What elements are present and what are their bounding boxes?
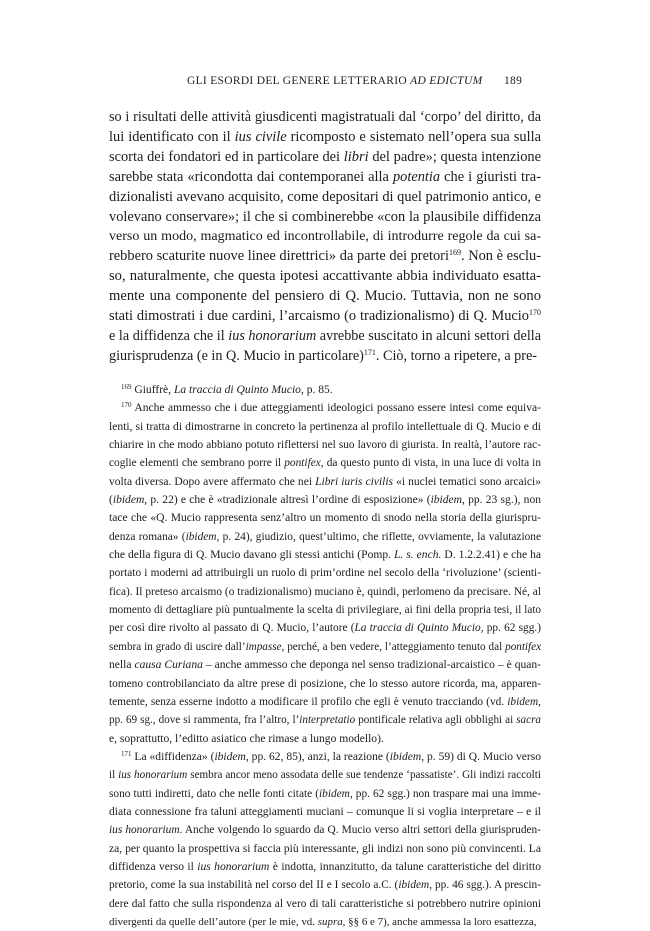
- text-run: , pp. 62 sgg.): [480, 622, 541, 635]
- text-run: , p. 59) di Q. Mucio verso: [421, 750, 542, 763]
- text-line: [109, 876, 541, 894]
- text-run: tace che «Q. Mucio rappresenta senz’altro un momento di snodo nella storia della giurispru-: [109, 512, 541, 525]
- text-line: [109, 188, 541, 208]
- text-run: e, soprattutto, l’editto asiatico che rimase a lungo modello).: [109, 732, 384, 745]
- italic-text: ibidem: [319, 787, 350, 800]
- note-ref: 170: [121, 401, 132, 410]
- text-line: [109, 840, 541, 858]
- text-run: za, per quanto la prospettiva si faccia più interessante, gli indizi non sono più convincenti. La: [109, 842, 541, 855]
- text-run: , p. 24), giudizio, quest’ultimo, che riflette, ovviamente, la valutazione: [216, 530, 541, 543]
- main-text: [109, 108, 541, 367]
- text-run: volevano conservare»; il che si combinerebbe «con la plausibile diffidenza: [109, 208, 541, 225]
- text-run: sono tutti indiretti, dato che nelle fonti citate (: [109, 787, 319, 800]
- text-run: pretorio, come la sua instabilità nel corso del II e I secolo a.C. (: [109, 879, 399, 892]
- text-run: , §§ 6 e 7), anche ammessa la loro esattezza,: [342, 915, 537, 928]
- text-line: [109, 895, 541, 913]
- text-run: momento di dettagliare più puntualmente la scelta di privilegiare, ai fini della propria tesi, il lato: [109, 604, 541, 617]
- text-run: nella: [109, 659, 135, 672]
- text-line: [109, 287, 541, 307]
- text-run: che i giuristi tra-: [440, 168, 541, 185]
- text-line: [109, 711, 541, 729]
- text-line: [109, 473, 541, 491]
- text-run: ricomposto e sistemato nell’opera sua sulla: [286, 128, 541, 145]
- text-run: sembra in grado di uscire dall’: [109, 640, 246, 653]
- text-run: «i nuclei tematici sono arcaici»: [393, 475, 541, 488]
- text-run: diffidenza verso il: [109, 860, 198, 873]
- text-run: , p. 85.: [300, 384, 333, 396]
- text-line: [109, 913, 541, 931]
- italic-text: libri: [343, 148, 369, 165]
- italic-text: ius honorarium: [109, 824, 180, 837]
- italic-text: ibidem: [214, 750, 246, 763]
- text-line: [109, 858, 541, 876]
- text-run: avrebbe suscitato in alcuni settori della: [316, 327, 541, 344]
- text-run: che della figura di Q. Mucio davano gli stessi antichi (Pomp.: [109, 549, 394, 562]
- italic-text: ius civile: [234, 128, 287, 145]
- text-run: diata connessione fra taluni atteggiamenti muciani – comunque li si voglia interpretare – e il: [109, 805, 541, 818]
- text-line: [109, 108, 541, 128]
- italic-text: supra: [317, 915, 343, 928]
- text-line: [109, 564, 541, 582]
- text-line: [109, 418, 541, 436]
- italic-text: ibidem: [507, 695, 539, 708]
- text-run: rebbero scaturite nuove linee direttrici» da parte dei pretori: [109, 248, 449, 265]
- italic-text: causa Curiana: [134, 659, 203, 672]
- text-line: [109, 267, 541, 287]
- italic-text: impasse: [245, 640, 282, 653]
- text-run: scorta dei fondatori ed in particolare dei: [109, 148, 344, 165]
- text-run: è indotta, innanzitutto, da talune caratteristiche del diritto: [269, 860, 541, 873]
- text-run: , da questo punto di vista, in una luce di volta in: [320, 457, 542, 470]
- italic-text: La traccia di Quinto Mucio: [173, 384, 301, 396]
- text-run: so i risultati delle attività giusdicenti magistratuali dal ‘corpo’ del diritto, da: [109, 109, 541, 125]
- text-line: [109, 399, 541, 417]
- italic-text: interpretatio: [299, 714, 356, 727]
- running-head-title: GLI ESORDI DEL GENERE LETTERARIO AD EDICTUM: [187, 75, 483, 87]
- text-line: [109, 347, 541, 367]
- note-ref: 169: [121, 383, 132, 391]
- text-line: [109, 601, 541, 619]
- text-line: [109, 730, 541, 748]
- italic-text: sacra: [516, 714, 541, 727]
- text-run: divergenti da quelle dell’autore (per le mie, vd.: [109, 915, 318, 928]
- text-line: [109, 583, 541, 601]
- text-run: . Ciò, torno a ripetere, a pre-: [375, 347, 538, 364]
- italic-text: ibidem: [430, 494, 462, 507]
- italic-text: ius honorarium: [228, 327, 317, 344]
- running-head: [0, 75, 650, 91]
- italic-text: ius honorarium: [197, 860, 270, 873]
- text-run: La «diffidenza» (: [131, 750, 215, 763]
- text-run: , perché, a ben vedere, l’atteggiamento tenuto dal: [281, 640, 506, 653]
- text-run: tomeno controbilanciato da altre prese di posizione, che lo stesso autore ricorda, ma, apparen-: [109, 677, 541, 690]
- text-run: – anche ammesso che deponga nel senso tradizional-arcaistico – è quan-: [202, 659, 541, 672]
- italic-text: ius honorarium: [118, 769, 188, 782]
- text-line: [109, 675, 541, 693]
- text-run: ,: [538, 695, 541, 708]
- text-line: [109, 748, 541, 766]
- text-line: [109, 546, 541, 564]
- text-run: Anche ammesso che i due atteggiamenti ideologici possano essere intesi come equiva-: [131, 402, 541, 415]
- text-run: so, naturalmente, che questa ipotesi accattivante abbia individuato esatta-: [109, 268, 541, 285]
- text-run: e la diffidenza che il: [109, 327, 229, 344]
- footnotes: [109, 381, 541, 931]
- italic-text: potentia: [392, 168, 441, 185]
- text-run: lenti, si tratta di dimostrarne in concreto la pertinenza al profilo intellettuale di Q. Mucio e di: [109, 420, 541, 433]
- text-line: [109, 436, 541, 454]
- text-run: sembra ancor meno assodata delle sue tendenze ‘passatiste’. Gli indizi raccolti: [187, 769, 541, 782]
- note-ref: 169: [448, 248, 461, 258]
- text-line: [109, 148, 541, 168]
- italic-text: Libri iuris civilis: [315, 475, 394, 488]
- text-run: Giuffrè,: [131, 384, 174, 396]
- text-run: D. 1.2.2.41) e che ha: [441, 549, 541, 562]
- text-run: . Anche volgendo lo sguardo da Q. Mucio verso altri settori della giurispruden-: [179, 824, 541, 837]
- text-run: giurisprudenza (e in Q. Mucio in particolare): [109, 347, 364, 364]
- text-run: , pp. 46 sgg.). A prescin-: [429, 879, 541, 892]
- text-run: chiarire in che modo abbiano potuto riflettersi nel suo lavoro di giurista. In realtà, l’autore rac-: [109, 439, 541, 452]
- italic-text: ibidem: [398, 879, 430, 892]
- text-line: [109, 307, 541, 327]
- italic-text: La traccia di Quinto Mucio: [354, 622, 481, 635]
- text-line: [109, 509, 541, 527]
- text-run: , p. 22) e che è «tradizionale altresì l’ordine di esposizione» (: [144, 494, 431, 507]
- text-line: [109, 247, 541, 267]
- text-run: coglie elementi che sembrano porre il: [109, 457, 285, 470]
- text-line: [109, 656, 541, 674]
- text-run: lui identificato con il: [109, 128, 235, 145]
- text-line: [109, 227, 541, 247]
- text-run: dizionalisti avevano acquisito, come depositari di quel patrimonio antico, e: [109, 188, 542, 205]
- text-run: dere dal fatto che sulla rispondenza al vero di tali caratteristiche si potrebbero nutrire opinioni: [109, 897, 541, 910]
- text-line: [109, 208, 541, 228]
- text-run: pp. 69 sg., dove si rammenta, fra l’altro, l’: [109, 714, 300, 727]
- text-line: [109, 327, 541, 347]
- text-run: sarebbe stata «ricondotta dai contemporanei alla: [109, 168, 393, 185]
- italic-text: pontifex: [505, 640, 542, 653]
- text-run: , pp. 62 sgg.) non traspare mai una imme-: [349, 787, 541, 800]
- text-run: , pp. 62, 85), anzi, la reazione (: [245, 750, 390, 763]
- text-line: [109, 454, 541, 472]
- italic-text: L. s. ench.: [394, 549, 442, 562]
- italic-text: ibidem: [185, 530, 217, 543]
- text-run: , pp. 23 sg.), non: [462, 494, 541, 507]
- text-run: (: [109, 494, 113, 507]
- text-line: [109, 693, 541, 711]
- text-line: [109, 766, 541, 784]
- text-line: [109, 785, 541, 803]
- text-line: [109, 528, 541, 546]
- text-line: [109, 821, 541, 839]
- text-run: il: [109, 769, 119, 782]
- text-run: . Non è esclu-: [460, 248, 541, 265]
- italic-text: pontifex: [284, 457, 321, 470]
- text-run: per così dire rivolto al passato di Q. Mucio, l’autore (: [109, 622, 355, 635]
- italic-text: ibidem: [112, 494, 145, 507]
- note-ref: 170: [529, 308, 541, 318]
- text-line: [109, 128, 541, 148]
- text-run: volta diversa. Dopo avere affermato che nei: [109, 475, 316, 488]
- text-line: [109, 168, 541, 188]
- text-run: portato i moderni ad attribuirgli un ruolo di prim’ordine nel secolo della ‘rivoluzione’ (scienti-: [109, 567, 541, 580]
- note-ref: 171: [121, 749, 132, 758]
- text-line: [109, 491, 541, 509]
- page-number: 189: [504, 75, 523, 87]
- text-line: [109, 381, 541, 399]
- text-run: temente, senza esserne indotto a modificare il profilo che egli è venuto tracciando (vd.: [109, 695, 508, 708]
- text-run: mente una componente del pensiero di Q. Mucio. Tuttavia, non ne sono: [109, 288, 541, 305]
- text-run: denza romana» (: [109, 530, 186, 543]
- text-line: [109, 619, 541, 637]
- text-line: [109, 803, 541, 821]
- text-line: [109, 638, 541, 656]
- note-ref: 171: [363, 347, 376, 357]
- text-run: stati dimostrati i due cardini, l’arcaismo (o tradizionalismo) di Q. Mucio: [109, 308, 529, 325]
- text-run: pontificale relativa agli obblighi ai: [355, 714, 517, 727]
- text-run: verso un modo, magmatico ed incontrollabile, di introdurre regole da cui sa-: [109, 229, 541, 245]
- text-run: fica). Il preteso arcaismo (o tradizionalismo) muciano è, quindi, perlomeno da precisare. Né, al: [109, 585, 541, 598]
- text-run: del padre»; questa intenzione: [368, 148, 542, 165]
- italic-text: ibidem: [389, 750, 422, 763]
